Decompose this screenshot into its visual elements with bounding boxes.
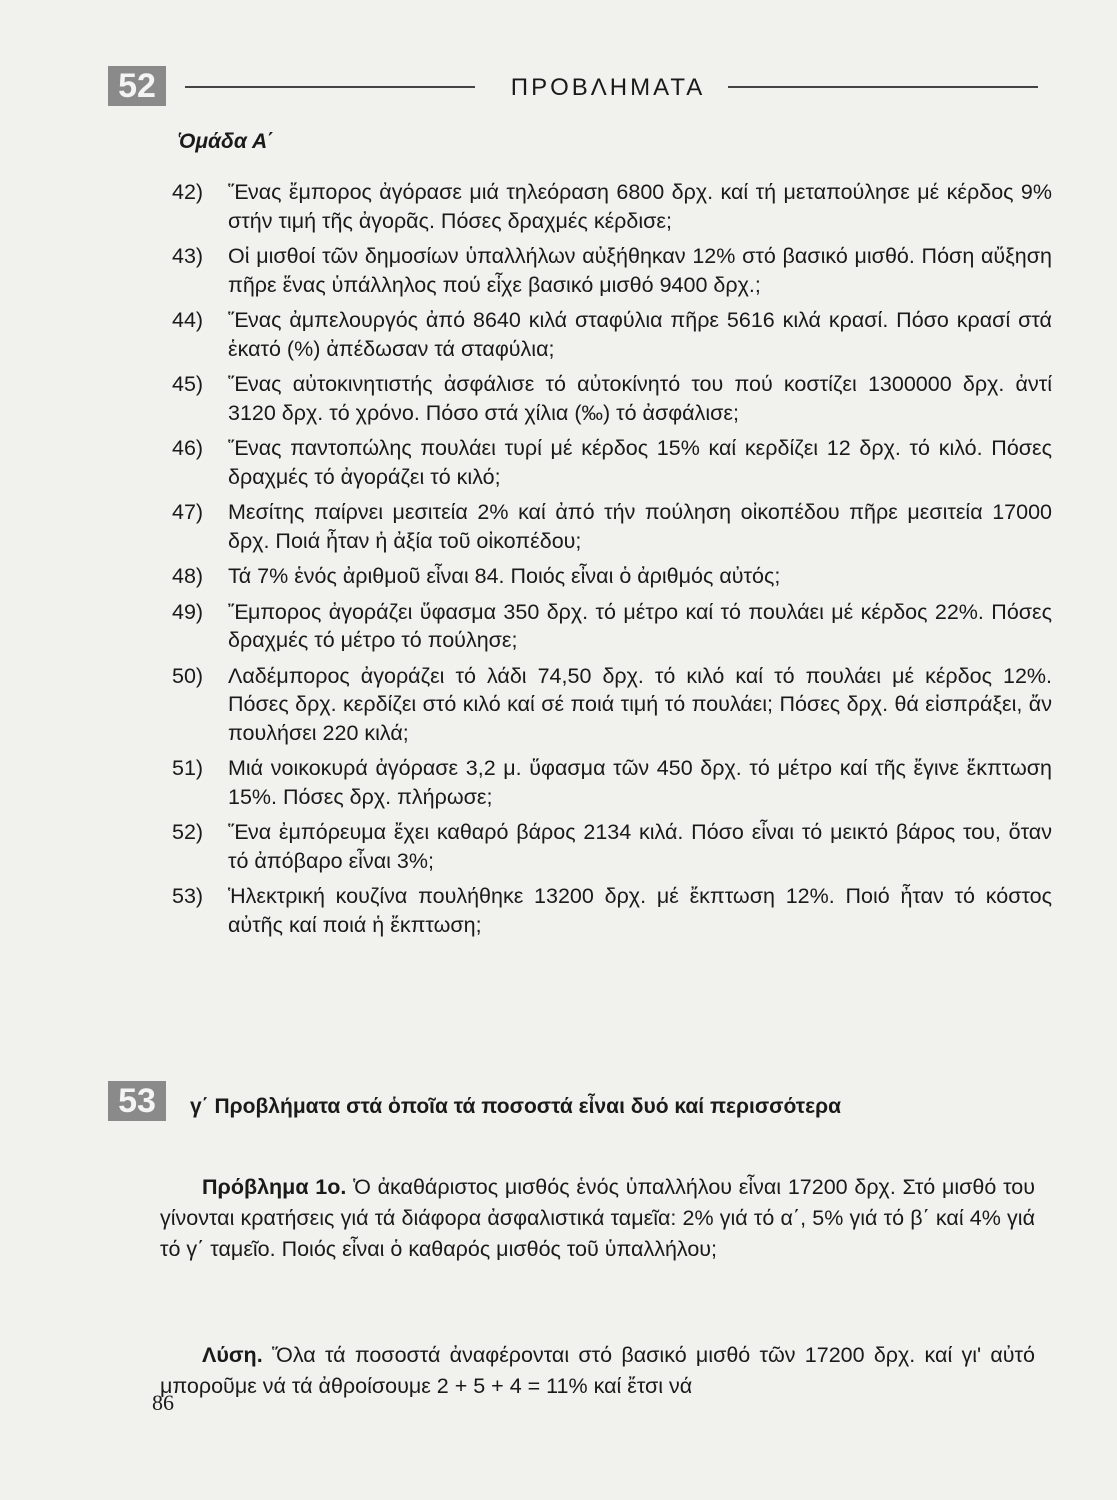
problem-item <box>172 598 1052 655</box>
problem-text: Τά 7% ἑνός ἀριθμοῦ εἶναι 84. Ποιός εἶναι ὁ ἀριθμός αὐτός; <box>228 564 781 588</box>
problem-number: 53) <box>172 884 204 908</box>
problem-item <box>172 562 1052 591</box>
problem-text: Ἕνας ἀμπελουργός ἀπό 8640 κιλά σταφύλια πῆρε 5616 κιλά κρασί. Πόσο κρασί στά ἑκατό (%) ἀπέδωσαν τά σταφύλια; <box>228 308 1052 361</box>
problem-number: 42) <box>172 180 204 204</box>
problem-1-label: Πρόβλημα 1ο. <box>202 1174 347 1199</box>
problem-text: Λαδέμπορος ἀγοράζει τό λάδι 74,50 δρχ. τό κιλό καί τό πουλάει μέ κέρδος 12%. Πόσες δρχ. κερδίζει στό κιλό καί σέ ποιά τιμή τό πουλάει; Πόσες δρχ. θά εἰσπράξει, ἄν πουλήσει 220 κιλά; <box>228 663 1052 745</box>
problem-item <box>172 306 1052 363</box>
problem-item <box>172 370 1052 427</box>
running-header-title: ΠΡΟΒΛΗΜΑΤΑ <box>510 74 706 101</box>
problem-item <box>172 498 1052 555</box>
problem-number: 46) <box>172 436 204 460</box>
problem-text: Μιά νοικοκυρά ἀγόρασε 3,2 μ. ὕφασμα τῶν 450 δρχ. τό μέτρο καί τῆς ἔγινε ἔκπτωση 15%. Πόσες δρχ. πλήρωσε; <box>228 756 1052 809</box>
problem-number: 47) <box>172 500 204 524</box>
problem-item <box>172 434 1052 491</box>
section-heading: γ΄ Προβλήματα στά ὁποῖα τά ποσοστά εἶναι δυό καί περισσότερα <box>190 1095 842 1118</box>
problem-item <box>172 178 1052 235</box>
problem-text: Ἕνας παντοπώλης πουλάει τυρί μέ κέρδος 15% καί κερδίζει 12 δρχ. τό κιλό. Πόσες δραχμές τό ἀγοράζει τό κιλό; <box>228 436 1052 489</box>
solution-label: Λύση. <box>202 1342 263 1367</box>
problem-number: 43) <box>172 244 204 268</box>
problem-text: Ἕνα ἐμπόρευμα ἔχει καθαρό βάρος 2134 κιλά. Πόσο εἶναι τό μεικτό βάρος του, ὅταν τό ἀπόβαρο εἶναι 3%; <box>228 820 1052 873</box>
problem-text: Οἱ μισθοί τῶν δημοσίων ὑπαλλήλων αὐξήθηκαν 12% στό βασικό μισθό. Πόση αὔξηση πῆρε ἕνας ὑπάλληλος πού εἶχε βασικό μισθό 9400 δρχ.; <box>228 244 1052 297</box>
problem-text: Μεσίτης παίρνει μεσιτεία 2% καί ἀπό τήν πούληση οἰκοπέδου πῆρε μεσιτεία 17000 δρχ. Ποιά ἦταν ἡ ἀξία τοῦ οἰκοπέδου; <box>228 500 1052 553</box>
problem-item <box>172 754 1052 811</box>
problem-item <box>172 882 1052 939</box>
problem-item <box>172 662 1052 748</box>
problem-text: Ἔμπορος ἀγοράζει ὕφασμα 350 δρχ. τό μέτρο καί τό πουλάει μέ κέρδος 22%. Πόσες δραχμές τό μέτρο τό πούλησε; <box>228 599 1052 652</box>
problem-list <box>172 178 1052 946</box>
problem-number: 45) <box>172 372 204 396</box>
problem-item <box>172 242 1052 299</box>
page-number: 86 <box>152 1390 174 1415</box>
solution-text: Ὅλα τά ποσοστά ἀναφέρονται στό βασικό μισθό τῶν 17200 δρχ. καί γι' αὐτό μποροῦμε νά τά ἀθροίσουμε 2 + 5 + 4 = 11% καί ἔτσι νά <box>160 1342 1035 1398</box>
problem-number: 51) <box>172 756 204 780</box>
problem-text: Ἕνας αὐτοκινητιστής ἀσφάλισε τό αὐτοκίνητό του πού κοστίζει 1300000 δρχ. ἀντί 3120 δρχ. τό χρόνο. Πόσο στά χίλια (‰) τό ἀσφάλισε; <box>228 372 1052 425</box>
problem-item <box>172 818 1052 875</box>
problem-number: 49) <box>172 599 204 624</box>
problem-text: Ἕνας ἔμπορος ἀγόρασε μιά τηλεόραση 6800 δρχ. καί τή μεταπούλησε μέ κέρδος 9% στήν τιμή τῆς ἀγορᾶς. Πόσες δραχμές κέρδισε; <box>228 180 1052 233</box>
solution-paragraph <box>160 1340 1035 1402</box>
problem-text: Ἡλεκτρική κουζίνα πουλήθηκε 13200 δρχ. μέ ἔκπτωση 12%. Ποιό ἦταν τό κόστος αὐτῆς καί ποιά ἡ ἔκπτωση; <box>228 884 1052 937</box>
section-number-badge: 52 <box>108 66 166 106</box>
header-rule-right <box>728 86 1038 88</box>
section-number-badge: 53 <box>108 1081 166 1121</box>
problem-number: 50) <box>172 663 204 688</box>
problem-1-paragraph <box>160 1172 1035 1265</box>
problem-number: 48) <box>172 564 204 588</box>
problem-1-text: Ὁ ἀκαθάριστος μισθός ἑνός ὑπαλλήλου εἶναι 17200 δρχ. Στό μισθό του γίνονται κρατήσεις γιά τά διάφορα ἀσφαλιστικά ταμεῖα: 2% γιά τό α΄, 5% γιά τό β΄ καί 4% γιά τό γ΄ ταμεῖο. Ποιός εἶναι ὁ καθαρός μισθός τοῦ ὑπαλλήλου; <box>160 1174 1035 1261</box>
group-title: Ὁμάδα Α΄ <box>178 130 275 153</box>
problem-number: 52) <box>172 820 204 844</box>
header-rule-left <box>185 86 475 88</box>
problem-number: 44) <box>172 308 204 332</box>
